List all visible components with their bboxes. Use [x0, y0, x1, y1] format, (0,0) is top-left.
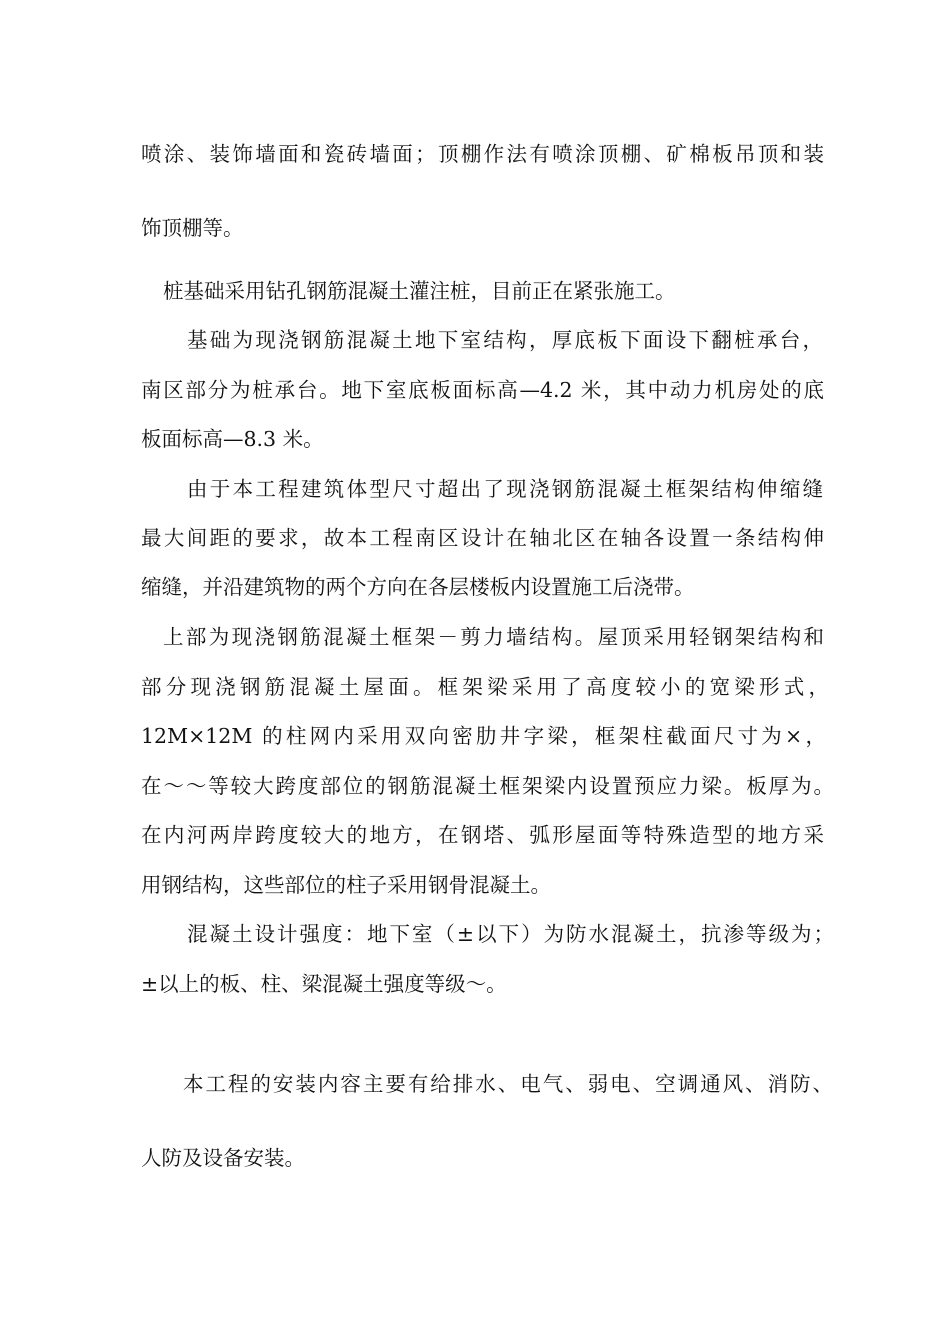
text-line: 饰顶棚等。 — [141, 216, 244, 240]
text-line: 缩缝，并沿建筑物的两个方向在各层楼板内设置施工后浇带。 — [141, 575, 695, 599]
text-line: 混凝土设计强度：地下室（±以下）为防水混凝土，抗渗等级为； — [187, 922, 834, 946]
text-line: 南区部分为桩承台。地下室底板面标高—4.2 米，其中动力机房处的底 — [141, 378, 824, 402]
text-line: 喷涂、装饰墙面和瓷砖墙面；顶棚作法有喷涂顶棚、矿棉板吊顶和装 — [141, 142, 824, 166]
text-line: 12M×12M 的柱网内采用双向密肋井字梁，框架柱截面尺寸为×， — [141, 724, 826, 748]
text-line: 在～～等较大跨度部位的钢筋混凝土框架梁内设置预应力梁。板厚为。 — [141, 774, 834, 798]
text-line: ±以上的板、柱、梁混凝土强度等级～。 — [141, 972, 507, 996]
text-line: 由于本工程建筑体型尺寸超出了现浇钢筋混凝土框架结构伸缩缝 — [187, 477, 823, 501]
text-line: 在内河两岸跨度较大的地方，在钢塔、弧形屋面等特殊造型的地方采 — [141, 823, 824, 847]
text-line: 用钢结构，这些部位的柱子采用钢骨混凝土。 — [141, 873, 551, 897]
text-line: 上部为现浇钢筋混凝土框架－剪力墙结构。屋顶采用轻钢架结构和 — [163, 625, 824, 649]
text-line: 板面标高—8.3 米。 — [141, 427, 324, 451]
text-line: 部分现浇钢筋混凝土屋面。框架梁采用了高度较小的宽梁形式， — [141, 675, 829, 699]
text-line: 人防及设备安装。 — [141, 1146, 305, 1170]
text-line: 基础为现浇钢筋混凝土地下室结构，厚底板下面设下翻桩承台， — [187, 328, 823, 352]
text-line: 桩基础采用钻孔钢筋混凝土灌注桩，目前正在紧张施工。 — [163, 279, 676, 303]
text-line: 本工程的安装内容主要有给排水、电气、弱电、空调通风、消防、 — [183, 1072, 833, 1096]
text-line: 最大间距的要求，故本工程南区设计在轴北区在轴各设置一条结构伸 — [141, 526, 824, 550]
